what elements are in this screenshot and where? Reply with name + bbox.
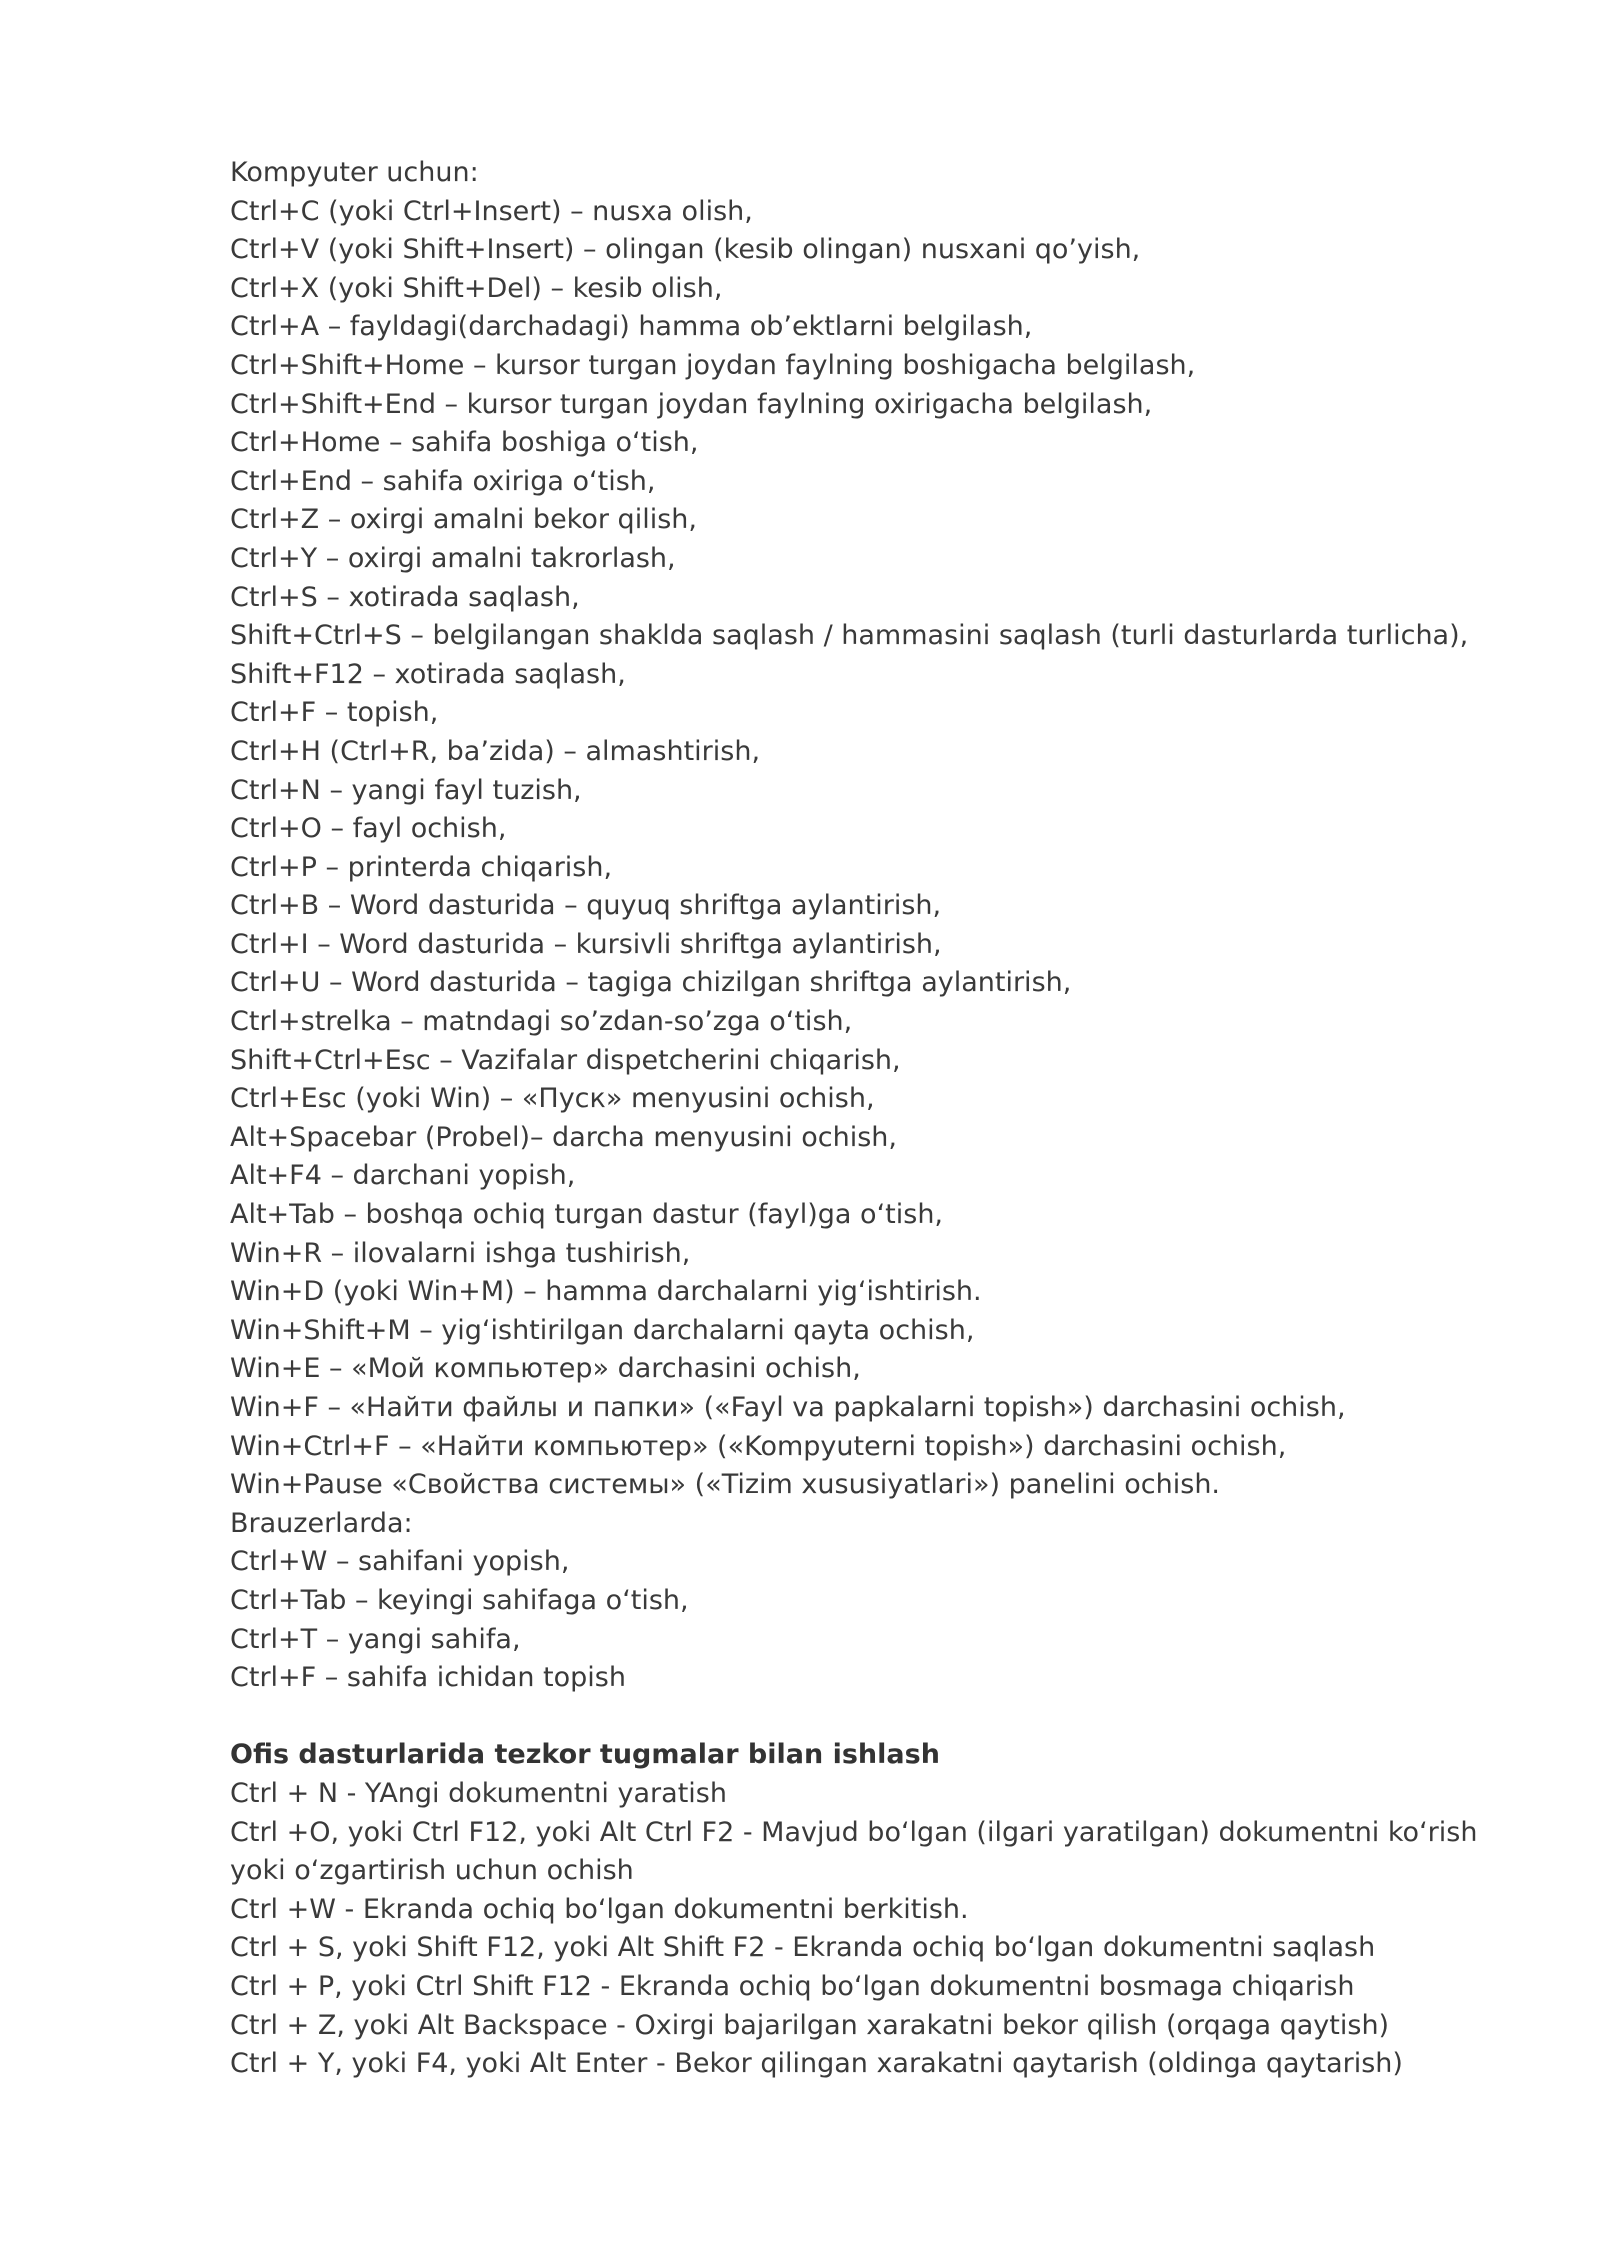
computer-shortcut-list: [230, 193, 1490, 1505]
shortcut-line: Ctrl +O, yoki Ctrl F12, yoki Alt Ctrl F2 - Mavjud bo‘lgan (ilgari yaratilgan) dokumentni ko‘rish yoki o‘zgartirish uchun ochish: [230, 1816, 1478, 1887]
shortcut-line: Ctrl+B – Word dasturida – quyuq shriftga aylantirish,: [230, 890, 942, 922]
shortcut-line: Ctrl+U – Word dasturida – tagiga chizilgan shriftga aylantirish,: [230, 967, 1072, 999]
shortcut-line: Ctrl+F – sahifa ichidan topish: [230, 1662, 626, 1694]
shortcut-line: Ctrl+Home – sahifa boshiga o‘tish,: [230, 427, 699, 459]
shortcut-line: Win+F – «Найти файлы и папки» («Fayl va papkalarni topish») darchasini ochish,: [230, 1392, 1346, 1423]
shortcut-line: Ctrl + Y, yoki F4, yoki Alt Enter - Bekor qilingan xarakatni qaytarish (oldinga qaytarish): [230, 2048, 1403, 2080]
shortcut-line: Win+R – ilovalarni ishga tushirish,: [230, 1237, 691, 1269]
shortcut-line: Win+E – «Мой компьютер» darchasini ochish,: [230, 1353, 861, 1385]
shortcut-line: Ctrl+H (Ctrl+R, ba’zida) – almashtirish,: [230, 735, 761, 767]
shortcut-line: Ctrl+P – printerda chiqarish,: [230, 851, 613, 883]
shortcut-line: Ctrl +W - Ekranda ochiq bo‘lgan dokumentni berkitish.: [230, 1893, 969, 1925]
shortcut-line: Ctrl+W – sahifani yopish,: [230, 1546, 570, 1578]
shortcut-line: Ctrl+T – yangi sahifa,: [230, 1623, 521, 1655]
shortcut-line: Ctrl+Esc (yoki Win) – «Пуск» menyusini ochish,: [230, 1083, 875, 1115]
office-shortcut-list: [230, 1775, 1490, 2084]
shortcut-line: Ctrl+X (yoki Shift+Del) – kesib olish,: [230, 272, 723, 304]
shortcut-line: Ctrl+A – fayldagi(darchadagi) hamma ob’ektlarni belgilash,: [230, 311, 1033, 343]
shortcut-line: Ctrl+Z – oxirgi amalni bekor qilish,: [230, 504, 697, 536]
shortcut-line: Alt+Spacebar (Probel)– darcha menyusini ochish,: [230, 1121, 897, 1153]
shortcut-line: Ctrl+O – fayl ochish,: [230, 813, 507, 845]
shortcut-line: Ctrl + Z, yoki Alt Backspace - Oxirgi bajarilgan xarakatni bekor qilish (orqaga qaytish): [230, 2009, 1390, 2041]
shortcut-line: Ctrl+C (yoki Ctrl+Insert) – nusxa olish,: [230, 195, 753, 227]
shortcut-line: Ctrl+Tab – keyingi sahifaga o‘tish,: [230, 1584, 689, 1616]
shortcut-line: Ctrl+End – sahifa oxiriga o‘tish,: [230, 465, 656, 497]
shortcut-line: Shift+Ctrl+Esc – Vazifalar dispetcherini chiqarish,: [230, 1044, 901, 1076]
shortcut-line: Ctrl+I – Word dasturida – kursivli shriftga aylantirish,: [230, 928, 942, 960]
browser-section-title: Brauzerlarda:: [230, 1507, 413, 1539]
browser-shortcut-list: [230, 1543, 1490, 1697]
office-section-heading: Ofis dasturlarida tezkor tugmalar bilan ishlash: [230, 1739, 940, 1771]
shortcut-line: Alt+Tab – boshqa ochiq turgan dastur (fayl)ga o‘tish,: [230, 1199, 944, 1231]
shortcut-line: Win+Shift+M – yig‘ishtirilgan darchalarni qayta ochish,: [230, 1314, 975, 1346]
section-gap: [230, 1698, 1490, 1737]
shortcut-line: Ctrl+F – topish,: [230, 697, 439, 729]
shortcut-line: Win+Pause «Свойства системы» («Tizim xususiyatlari») panelini ochish.: [230, 1469, 1221, 1501]
document-body: [230, 154, 1490, 2084]
shortcut-line: Ctrl + P, yoki Ctrl Shift F12 - Ekranda ochiq bo‘lgan dokumentni bosmaga chiqarish: [230, 1970, 1355, 2002]
shortcut-line: Win+D (yoki Win+M) – hamma darchalarni yig‘ishtirish.: [230, 1276, 982, 1308]
shortcut-line: Alt+F4 – darchani yopish,: [230, 1160, 576, 1192]
shortcut-line: Ctrl + N - YAngi dokumentni yaratish: [230, 1777, 727, 1809]
shortcut-line: Ctrl + S, yoki Shift F12, yoki Alt Shift F2 - Ekranda ochiq bo‘lgan dokumentni saqlash: [230, 1932, 1376, 1964]
shortcut-line: Ctrl+Y – oxirgi amalni takrorlash,: [230, 542, 676, 574]
shortcut-line: Ctrl+Shift+End – kursor turgan joydan faylning oxirigacha belgilash,: [230, 388, 1153, 420]
shortcut-line: Shift+Ctrl+S – belgilangan shaklda saqlash / hammasini saqlash (turli dasturlarda turlicha),: [230, 620, 1469, 652]
shortcut-line: Ctrl+Shift+Home – kursor turgan joydan faylning boshigacha belgilash,: [230, 349, 1196, 381]
computer-section-title: Kompyuter uchun:: [230, 157, 479, 188]
shortcut-line: Ctrl+strelka – matndagi so’zdan-so’zga o‘tish,: [230, 1006, 853, 1038]
shortcut-line: Ctrl+V (yoki Shift+Insert) – olingan (kesib olingan) nusxani qo’yish,: [230, 234, 1141, 266]
shortcut-line: Shift+F12 – xotirada saqlash,: [230, 658, 626, 690]
shortcut-line: Win+Ctrl+F – «Найти компьютер» («Kompyuterni topish») darchasini ochish,: [230, 1430, 1287, 1462]
shortcut-line: Ctrl+S – xotirada saqlash,: [230, 581, 580, 613]
shortcut-line: Ctrl+N – yangi fayl tuzish,: [230, 774, 582, 806]
